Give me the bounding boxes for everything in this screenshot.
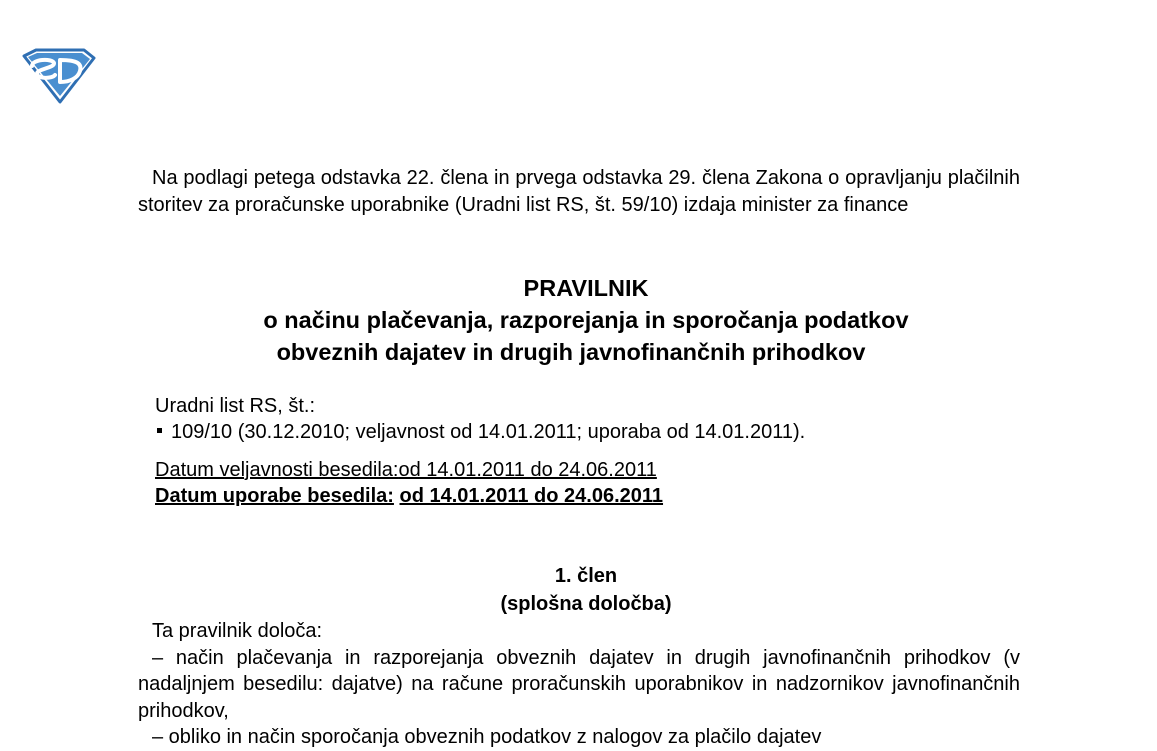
article-1-body bbox=[138, 618, 1020, 751]
validity-value: od 14.01.2011 do 24.06.2011 bbox=[398, 459, 657, 481]
article-item-1: – način plačevanja in razporejanja obveznih dajatev in drugih javnofinančnih prihodkov (v nadaljnjem besedilu: dajatve) na račune proračunskih uporabnikov in nadzornikov javnofinančnih prihodkov, bbox=[138, 646, 1020, 722]
article-subheading: (splošna določba) bbox=[500, 593, 672, 615]
validity-label: Datum veljavnosti besedila: bbox=[155, 459, 399, 481]
article-number: 1. člen bbox=[554, 565, 618, 587]
title-line-2: o načinu plačevanja, razporejanja in sporočanja podatkov bbox=[263, 307, 909, 333]
logo bbox=[22, 48, 96, 104]
title-line-3: obveznih dajatev in drugih javnofinančnih prihodkov bbox=[276, 339, 866, 365]
validity-line bbox=[155, 457, 663, 483]
document-title bbox=[138, 272, 1034, 368]
article-item-2: – obliko in način sporočanja obveznih podatkov z nalogov za plačilo dajatev bbox=[152, 726, 822, 748]
dates bbox=[155, 457, 663, 509]
usage-label: Datum uporabe besedila: bbox=[155, 485, 394, 507]
gazette-label: Uradni list RS, št.: bbox=[155, 395, 316, 417]
article-1-heading bbox=[138, 562, 1034, 618]
gazette-info bbox=[155, 393, 805, 445]
usage-line bbox=[155, 483, 663, 509]
preamble-text: Na podlagi petega odstavka 22. člena in prvega odstavka 29. člena Zakona o opravljanju plačilnih storitev za proračunske uporabnike (Uradni list RS, št. 59/10) izdaja minister za finance bbox=[138, 167, 1020, 216]
title-line-1: PRAVILNIK bbox=[523, 275, 649, 301]
usage-value: od 14.01.2011 do 24.06.2011 bbox=[399, 485, 664, 507]
bullet-icon bbox=[157, 428, 162, 433]
gazette-entry bbox=[155, 419, 805, 445]
gazette-entry-text: 109/10 (30.12.2010; veljavnost od 14.01.2011; uporaba od 14.01.2011). bbox=[171, 421, 806, 443]
article-intro: Ta pravilnik določa: bbox=[152, 620, 323, 642]
preamble bbox=[138, 165, 1020, 218]
